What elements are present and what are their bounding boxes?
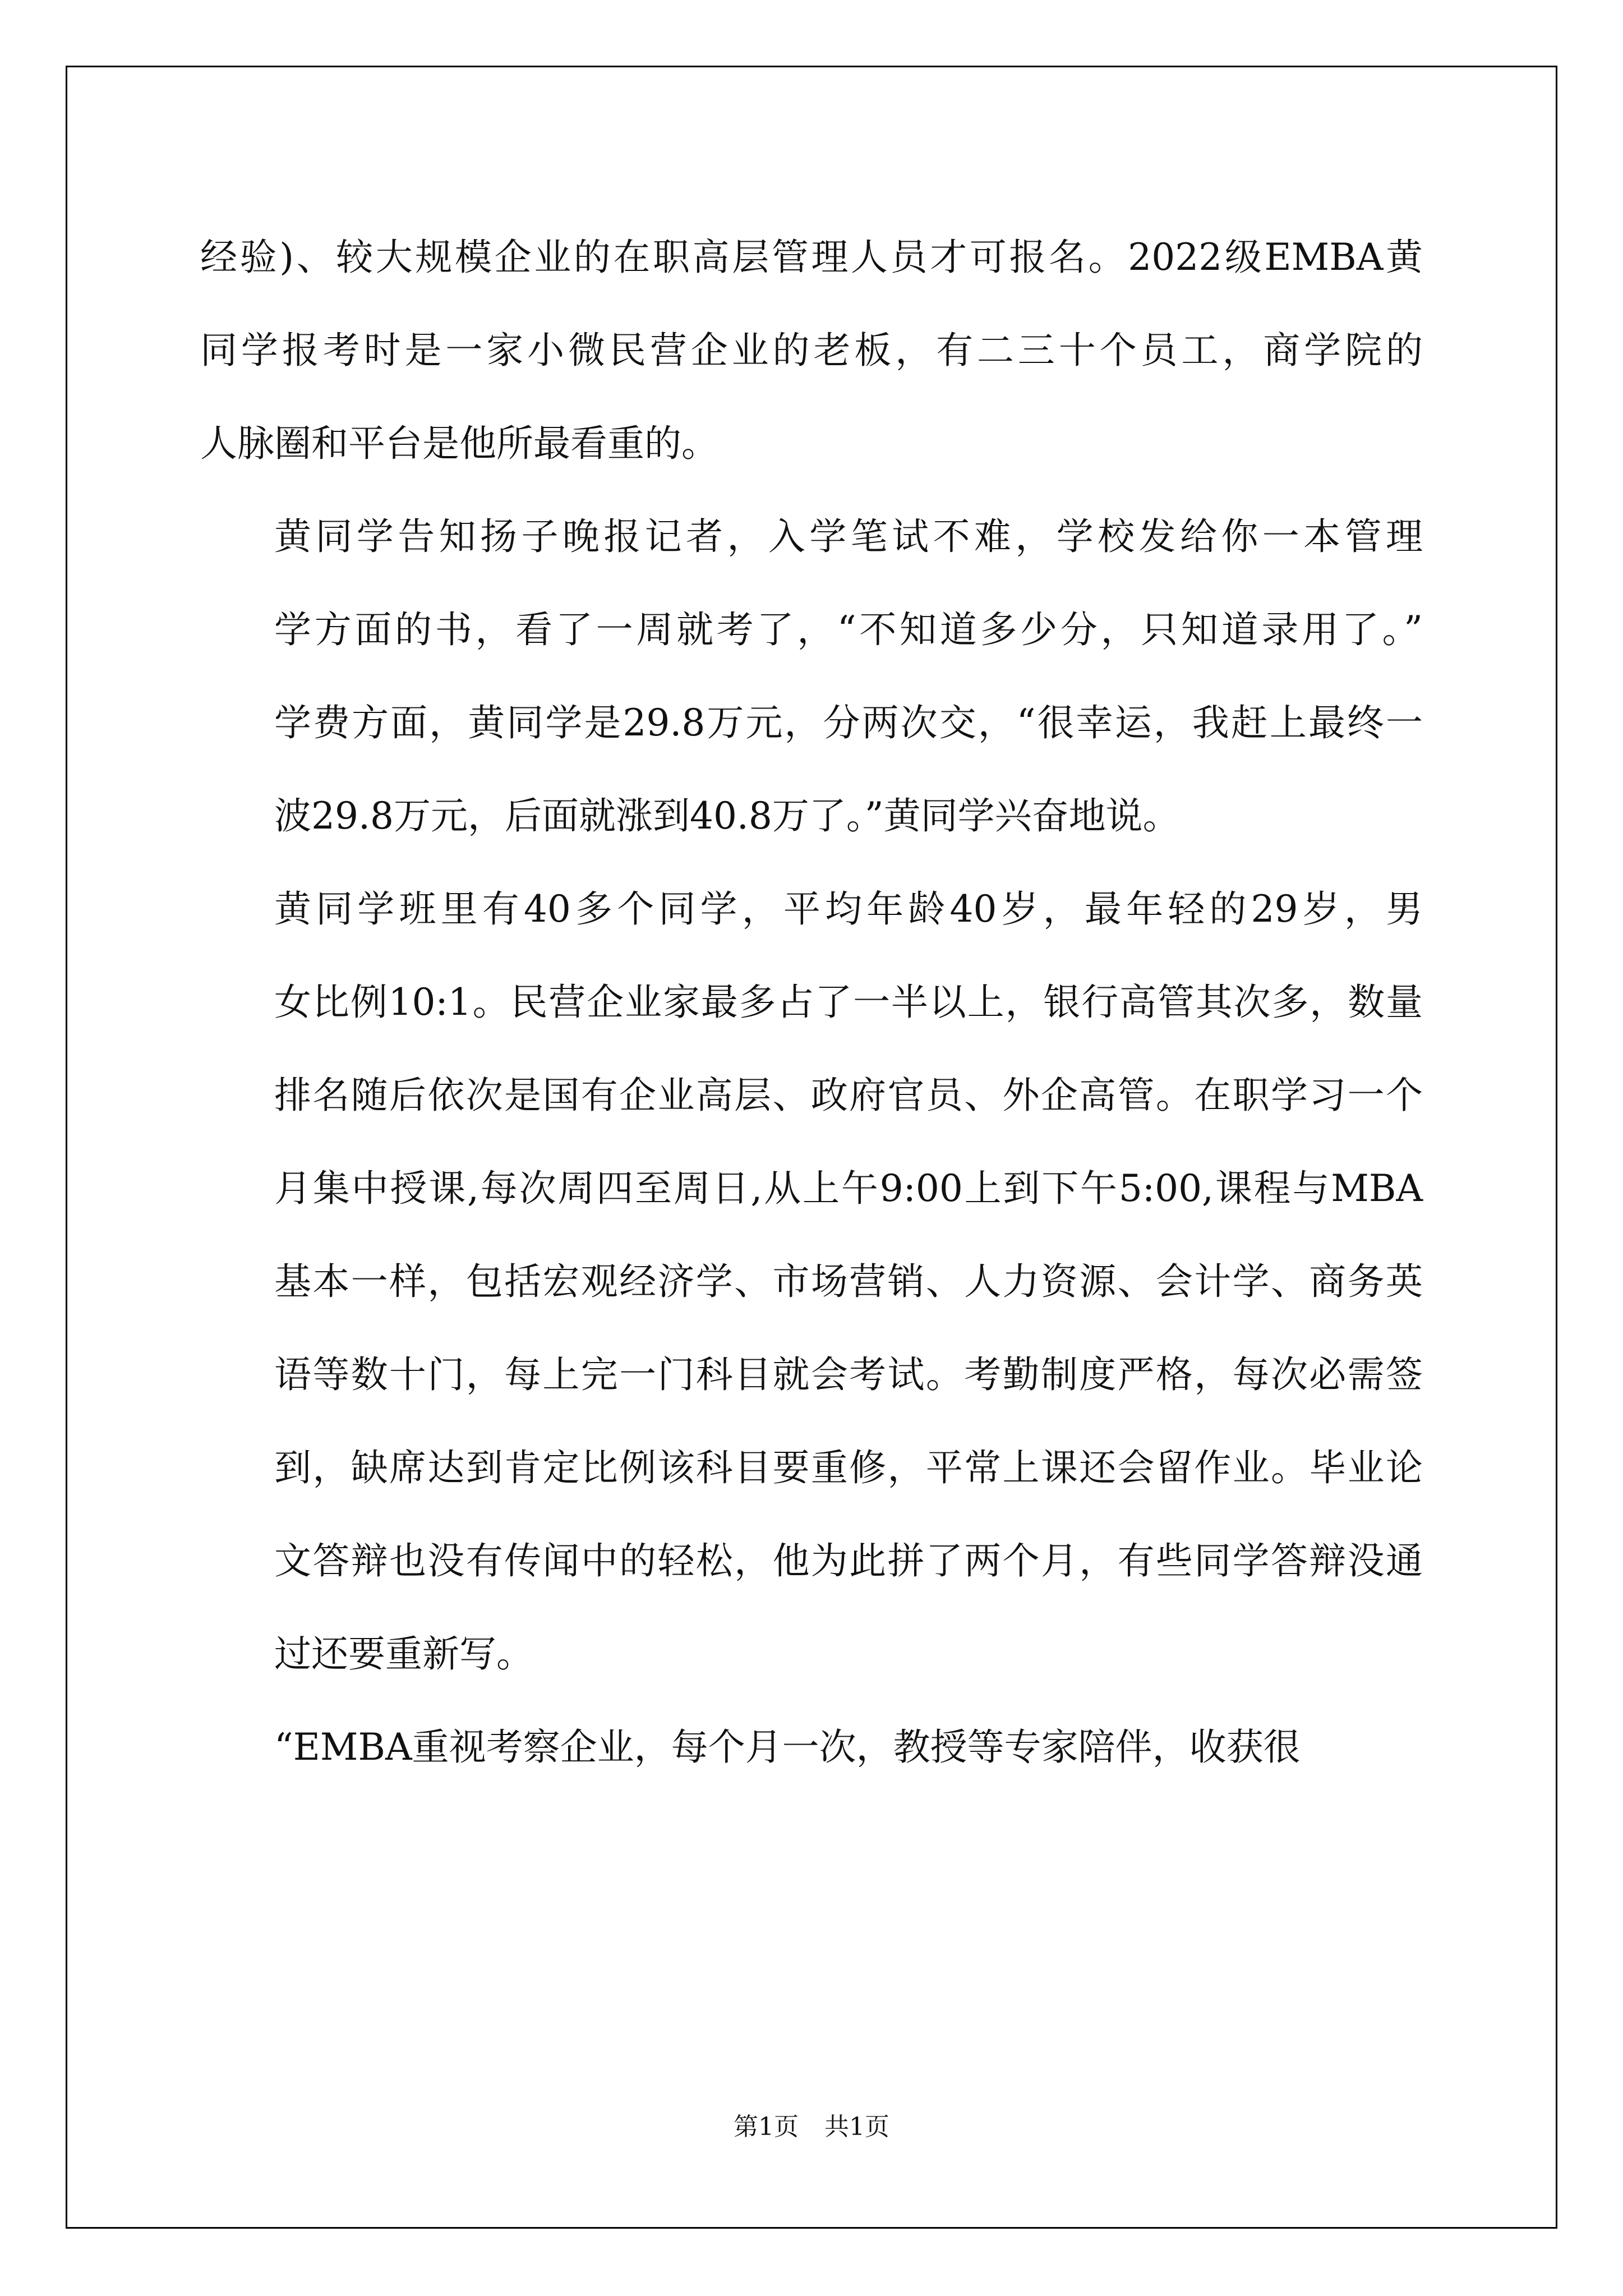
- paragraph: [200, 1701, 1423, 1794]
- paragraph: [200, 863, 1423, 1701]
- text-line: 经验)、较大规模企业的在职高层管理人员才可报名。2022级EMBA黄: [200, 236, 1423, 279]
- text-line: 到，缺席达到肯定比例该科目要重修，平常上课还会留作业。毕业论: [274, 1446, 1423, 1489]
- text-line: 过还要重新写。: [274, 1632, 533, 1676]
- text-line: 语等数十门，每上完一门科目就会考试。考勤制度严格，每次必需签: [274, 1353, 1423, 1396]
- page-footer: [0, 2106, 1623, 2142]
- text-line: 女比例10:1。民营企业家最多占了一半以上，银行高管其次多，数量: [274, 981, 1423, 1024]
- text-line: 月集中授课,每次周四至周日,从上午9:00上到下午5:00,课程与MBA: [274, 1167, 1423, 1210]
- paragraph: [200, 211, 1423, 490]
- page-total: 共1页: [824, 2113, 889, 2141]
- text-line: 同学报考时是一家小微民营企业的老板，有二三十个员工，商学院的: [200, 329, 1423, 372]
- text-line: “EMBA重视考察企业，每个月一次，教授等专家陪伴，收获很: [274, 1726, 1301, 1769]
- text-line: 学费方面，黄同学是29.8万元，分两次交，“很幸运，我赶上最终一: [274, 701, 1423, 744]
- text-line: 人脉圈和平台是他所最看重的。: [200, 422, 718, 465]
- text-line: 黄同学班里有40多个同学，平均年龄40岁，最年轻的29岁，男: [274, 887, 1423, 931]
- text-line: 排名随后依次是国有企业高层、政府官员、外企高管。在职学习一个: [274, 1074, 1423, 1117]
- text-line: 基本一样，包括宏观经济学、市场营销、人力资源、会计学、商务英: [274, 1260, 1423, 1303]
- paragraph: [200, 490, 1423, 863]
- text-line: 学方面的书，看了一周就考了，“不知道多少分，只知道录用了。”: [274, 608, 1423, 651]
- text-line: 文答辩也没有传闻中的轻松，他为此拼了两个月，有些同学答辩没通: [274, 1539, 1423, 1582]
- text-line: 波29.8万元，后面就涨到40.8万了。”黄同学兴奋地说。: [274, 794, 1180, 838]
- text-line: 黄同学告知扬子晚报记者，入学笔试不难，学校发给你一本管理: [274, 515, 1423, 558]
- page-number: 第1页: [734, 2113, 799, 2141]
- document-body: [200, 211, 1423, 1794]
